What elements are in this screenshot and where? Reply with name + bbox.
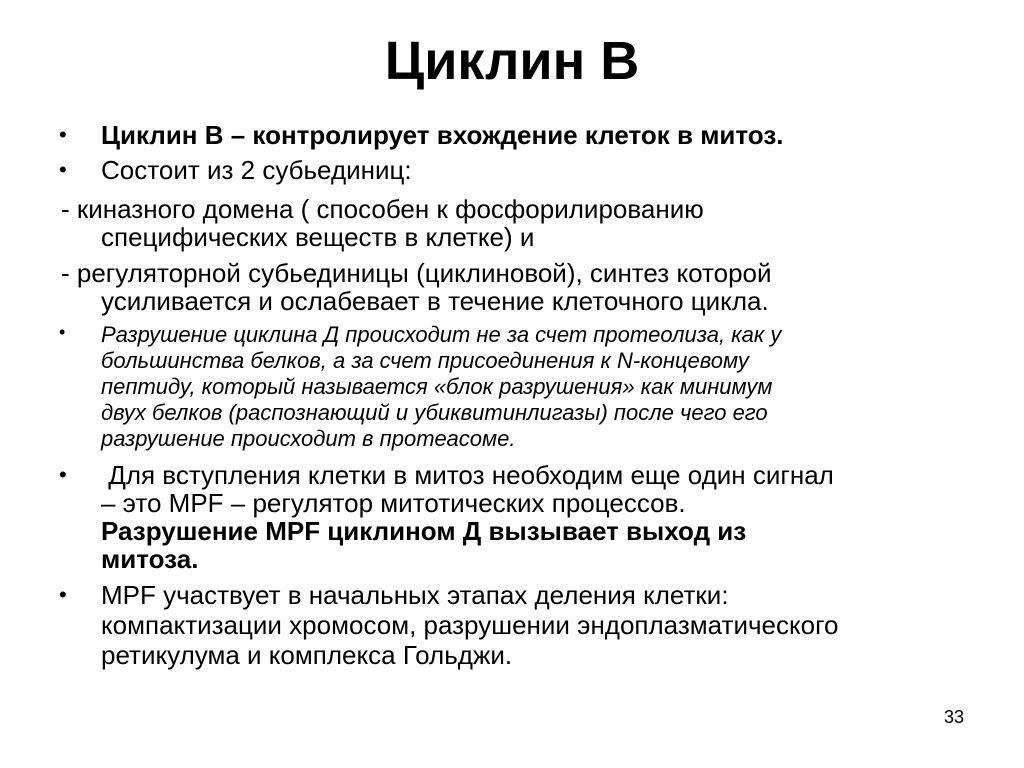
bullet-2-marker: • (59, 157, 67, 182)
bullet-4-line-1: Для вступления клетки в митоз необходим еще один сигнал (101, 460, 834, 490)
slide-title: Циклин В (384, 31, 640, 91)
bullet-4-marker: • (59, 462, 67, 487)
bullet-3-line-2: большинства белков, а за счет присоединения к N-концевому (101, 348, 749, 373)
bullet-3-line-4: двух белков (распознающий и убиквитинлигазы) после чего его (101, 400, 768, 425)
bullet-3-line-1: Разрушение циклина Д происходит не за счет протеолиза, как у (101, 322, 782, 347)
page-number: 33 (943, 707, 964, 727)
bullet-2-text: Состоит из 2 субьединиц: (101, 155, 412, 185)
bullet-5-line-3: ретикулума и комплекса Гольджи. (101, 640, 513, 670)
dash-item-1-line-1: - киназного домена ( способен к фосфорилированию (61, 194, 704, 224)
bullet-1-marker: • (59, 122, 67, 147)
bullet-5-line-1: MPF участвует в начальных этапах деления клетки: (101, 580, 729, 610)
bullet-5-marker: • (59, 582, 67, 607)
bullet-5-line-2: компактизации хромосом, разрушении эндоплазматического (101, 610, 839, 640)
bullet-4-line-4: митоза. (101, 544, 199, 574)
dash-item-2-line-1: - регуляторной субьединицы (циклиновой), синтез которой (61, 258, 772, 288)
dash-item-1-line-2: специфических веществ в клетке) и (101, 222, 535, 252)
bullet-3-line-3: пептиду, который называется «блок разрушения» как минимум (101, 374, 773, 399)
bullet-1-text: Циклин В – контролирует вхождение клеток в митоз. (101, 120, 784, 150)
bullet-4-line-2: – это MPF – регулятор митотических процессов. (101, 488, 686, 518)
bullet-3-line-5: разрушение происходит в протеасоме. (101, 426, 516, 451)
bullet-3-marker: • (59, 322, 66, 342)
dash-item-2-line-2: усиливается и ослабевает в течение клеточного цикла. (101, 286, 769, 316)
bullet-4-line-3: Разрушение MPF циклином Д вызывает выход из (101, 516, 747, 546)
